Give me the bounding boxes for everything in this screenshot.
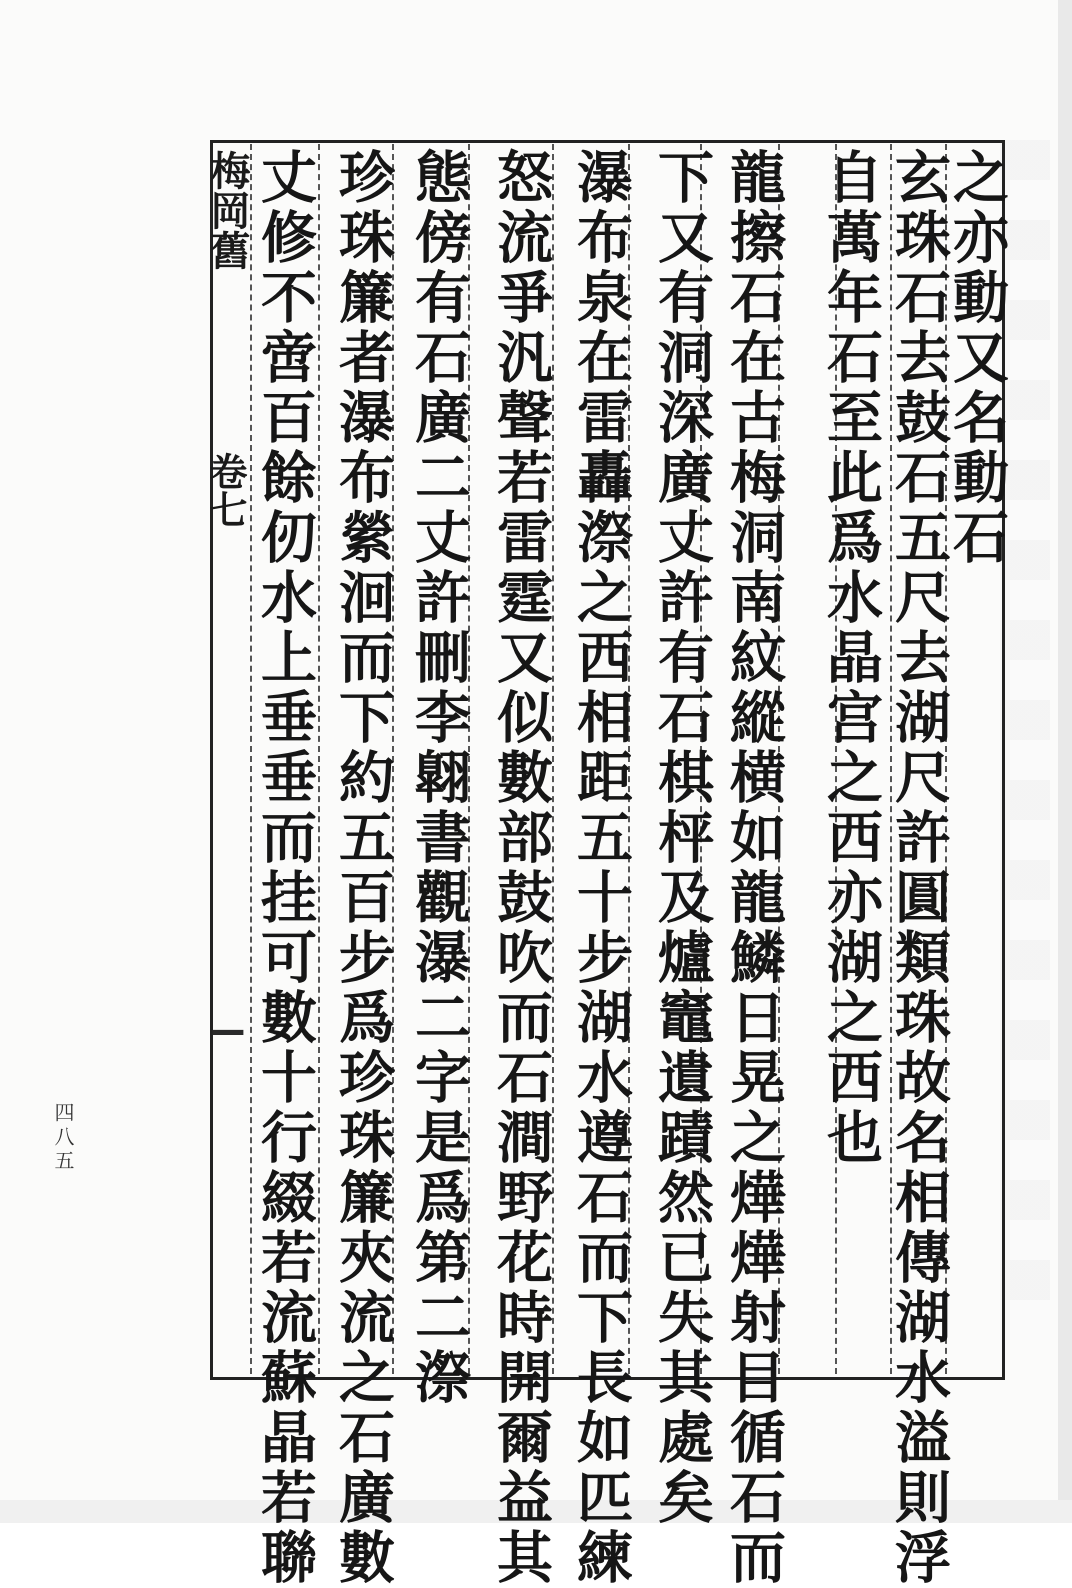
margin-book-title: 梅岡舊 <box>204 150 251 270</box>
text-column-4: 龍擦石在古梅洞南紋縱横如龍鱗日晃之燁燁射目循石而 <box>721 148 787 1588</box>
column-rule <box>318 144 320 1374</box>
text-column-10: 丈修不啻百餘仞水上垂垂而挂可數十行綴若流蘇晶若聯 <box>252 148 318 1588</box>
text-column-7: 怒流爭汎聲若雷霆又似數部鼓吹而石澗野花時開爾益其 <box>488 148 554 1588</box>
text-column-9: 珍珠簾者瀑布縈洄而下約五百步爲珍珠簾夾流之石廣數 <box>330 148 396 1588</box>
text-column-5: 下又有洞深廣丈許有石棋枰及爐竈遺蹟然已失其處矣 <box>649 148 715 1528</box>
page-number: 四八五 <box>51 1102 75 1174</box>
text-column-2: 玄珠石去鼓石五尺去湖尺許圓類珠故名相傳湖水溢則浮 <box>886 148 952 1588</box>
page-edge-right <box>1058 0 1072 1523</box>
text-column-8: 態傍有石廣二丈許刪李翺書觀瀑二字是爲第二漈 <box>406 148 472 1408</box>
text-column-6: 瀑布泉在雷轟漈之西相距五十步湖水遵石而下長如匹練 <box>568 148 634 1588</box>
margin-fish-tail-mark: ▎ <box>212 1030 242 1050</box>
text-column-1: 之亦動又名動石 <box>944 148 1010 568</box>
margin-volume: 卷七 <box>203 452 248 528</box>
text-column-3: 自萬年石至此爲水晶宫之西亦湖之西也 <box>818 148 884 1168</box>
